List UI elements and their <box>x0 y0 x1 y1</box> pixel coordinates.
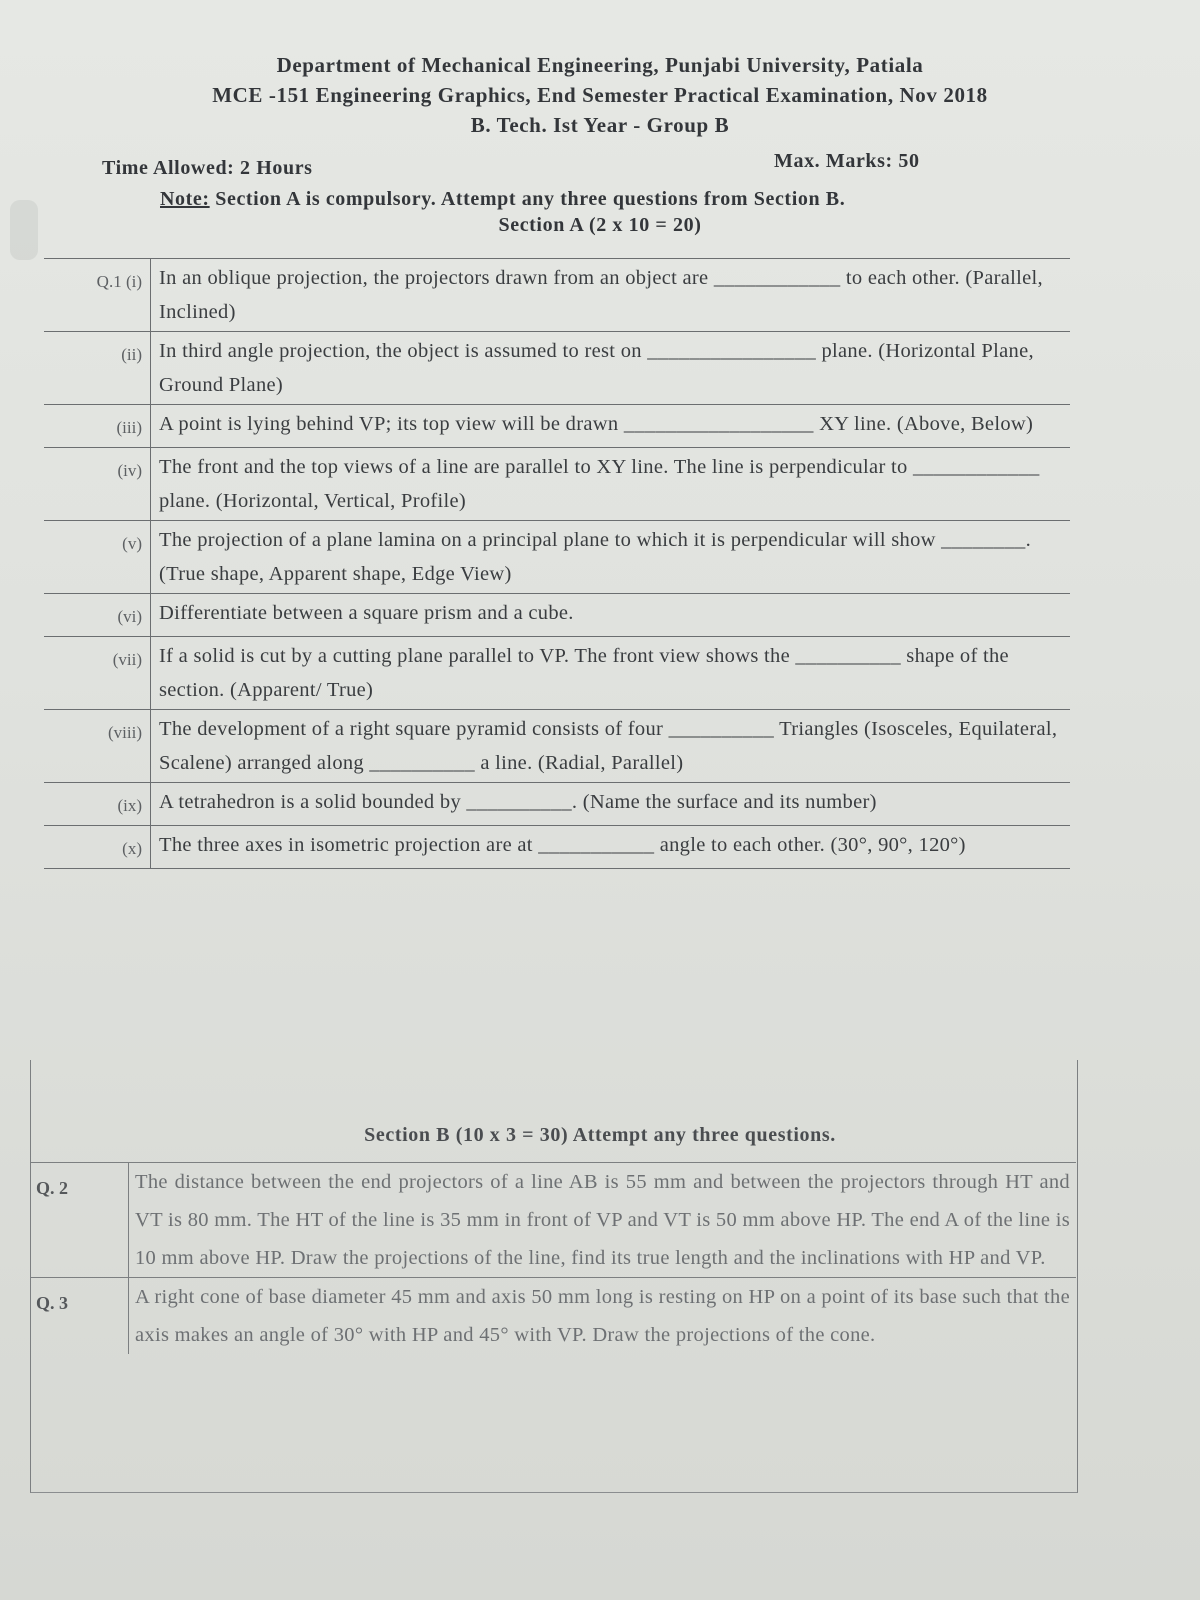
question-text: In an oblique projection, the projectors drawn from an object are ____________ to each other. (Parallel, Inclined) <box>151 259 1071 332</box>
question-row <box>44 332 1070 405</box>
time-allowed: Time Allowed: 2 Hours <box>102 157 313 179</box>
question-row <box>44 783 1070 826</box>
question-number: (viii) <box>44 710 151 783</box>
max-marks: Max. Marks: 50 <box>774 150 920 172</box>
question-number: Q. 3 <box>30 1278 129 1355</box>
question-row <box>44 594 1070 637</box>
question-number: (ix) <box>44 783 151 826</box>
question-number: (iii) <box>44 405 151 448</box>
section-b-table <box>30 1162 1076 1354</box>
department-line: Department of Mechanical Engineering, Punjabi University, Patiala <box>276 53 924 77</box>
question-row <box>44 405 1070 448</box>
question-row <box>44 826 1070 869</box>
question-text: A point is lying behind VP; its top view will be drawn __________________ XY line. (Above, Below) <box>151 405 1071 448</box>
question-text: The front and the top views of a line are parallel to XY line. The line is perpendicular to ____________ plane. (Horizontal, Vertical, Profile) <box>151 448 1071 521</box>
course-line: MCE -151 Engineering Graphics, End Semester Practical Examination, Nov 2018 <box>212 83 988 107</box>
question-number: (ii) <box>44 332 151 405</box>
class-line: B. Tech. Ist Year - Group B <box>470 113 730 137</box>
question-text: The three axes in isometric projection are at ___________ angle to each other. (30°, 90°, 120°) <box>151 826 1071 869</box>
question-row <box>30 1278 1076 1355</box>
question-number: Q.1 (i) <box>44 259 151 332</box>
question-row <box>44 448 1070 521</box>
question-text: A tetrahedron is a solid bounded by __________. (Name the surface and its number) <box>151 783 1071 826</box>
question-row <box>44 521 1070 594</box>
question-row <box>44 710 1070 783</box>
section-b-title: Section B (10 x 3 = 30) Attempt any three questions. <box>364 1124 836 1146</box>
section-a-table <box>44 258 1070 869</box>
question-text: A right cone of base diameter 45 mm and axis 50 mm long is resting on HP on a point of its base such that the axis makes an angle of 30° with HP and 45° with VP. Draw the projections of the cone. <box>129 1278 1077 1355</box>
question-number: (x) <box>44 826 151 869</box>
note-label: Note: <box>160 188 210 210</box>
question-row <box>44 259 1070 332</box>
question-number: (vi) <box>44 594 151 637</box>
note-text: Section A is compulsory. Attempt any three questions from Section B. <box>209 188 846 210</box>
instructions-note <box>160 188 845 211</box>
question-text: In third angle projection, the object is assumed to rest on ________________ plane. (Horizontal Plane, Ground Plane) <box>151 332 1071 405</box>
question-number: (iv) <box>44 448 151 521</box>
question-text: The distance between the end projectors of a line AB is 55 mm and between the projectors through HT and VT is 80 mm. The HT of the line is 35 mm in front of VP and VT is 50 mm above HP. The end A of the line is 10 mm above HP. Draw the projections of the line, find its true length and the inclinations with HP and VP. <box>129 1163 1077 1278</box>
section-a-title: Section A (2 x 10 = 20) <box>498 214 702 236</box>
question-text: The projection of a plane lamina on a principal plane to which it is perpendicular will show ________. (True shape, Apparent shape, Edge View) <box>151 521 1071 594</box>
question-text: If a solid is cut by a cutting plane parallel to VP. The front view shows the __________ shape of the section. (Apparent/ True) <box>151 637 1071 710</box>
question-text: Differentiate between a square prism and a cube. <box>151 594 1071 637</box>
question-number: (v) <box>44 521 151 594</box>
question-number: Q. 2 <box>30 1163 129 1278</box>
paper-header <box>0 50 1200 140</box>
question-text: The development of a right square pyramid consists of four __________ Triangles (Isosceles, Equilateral, Scalene) arranged along __________ a line. (Radial, Parallel) <box>151 710 1071 783</box>
question-row <box>30 1163 1076 1278</box>
question-number: (vii) <box>44 637 151 710</box>
question-row <box>44 637 1070 710</box>
